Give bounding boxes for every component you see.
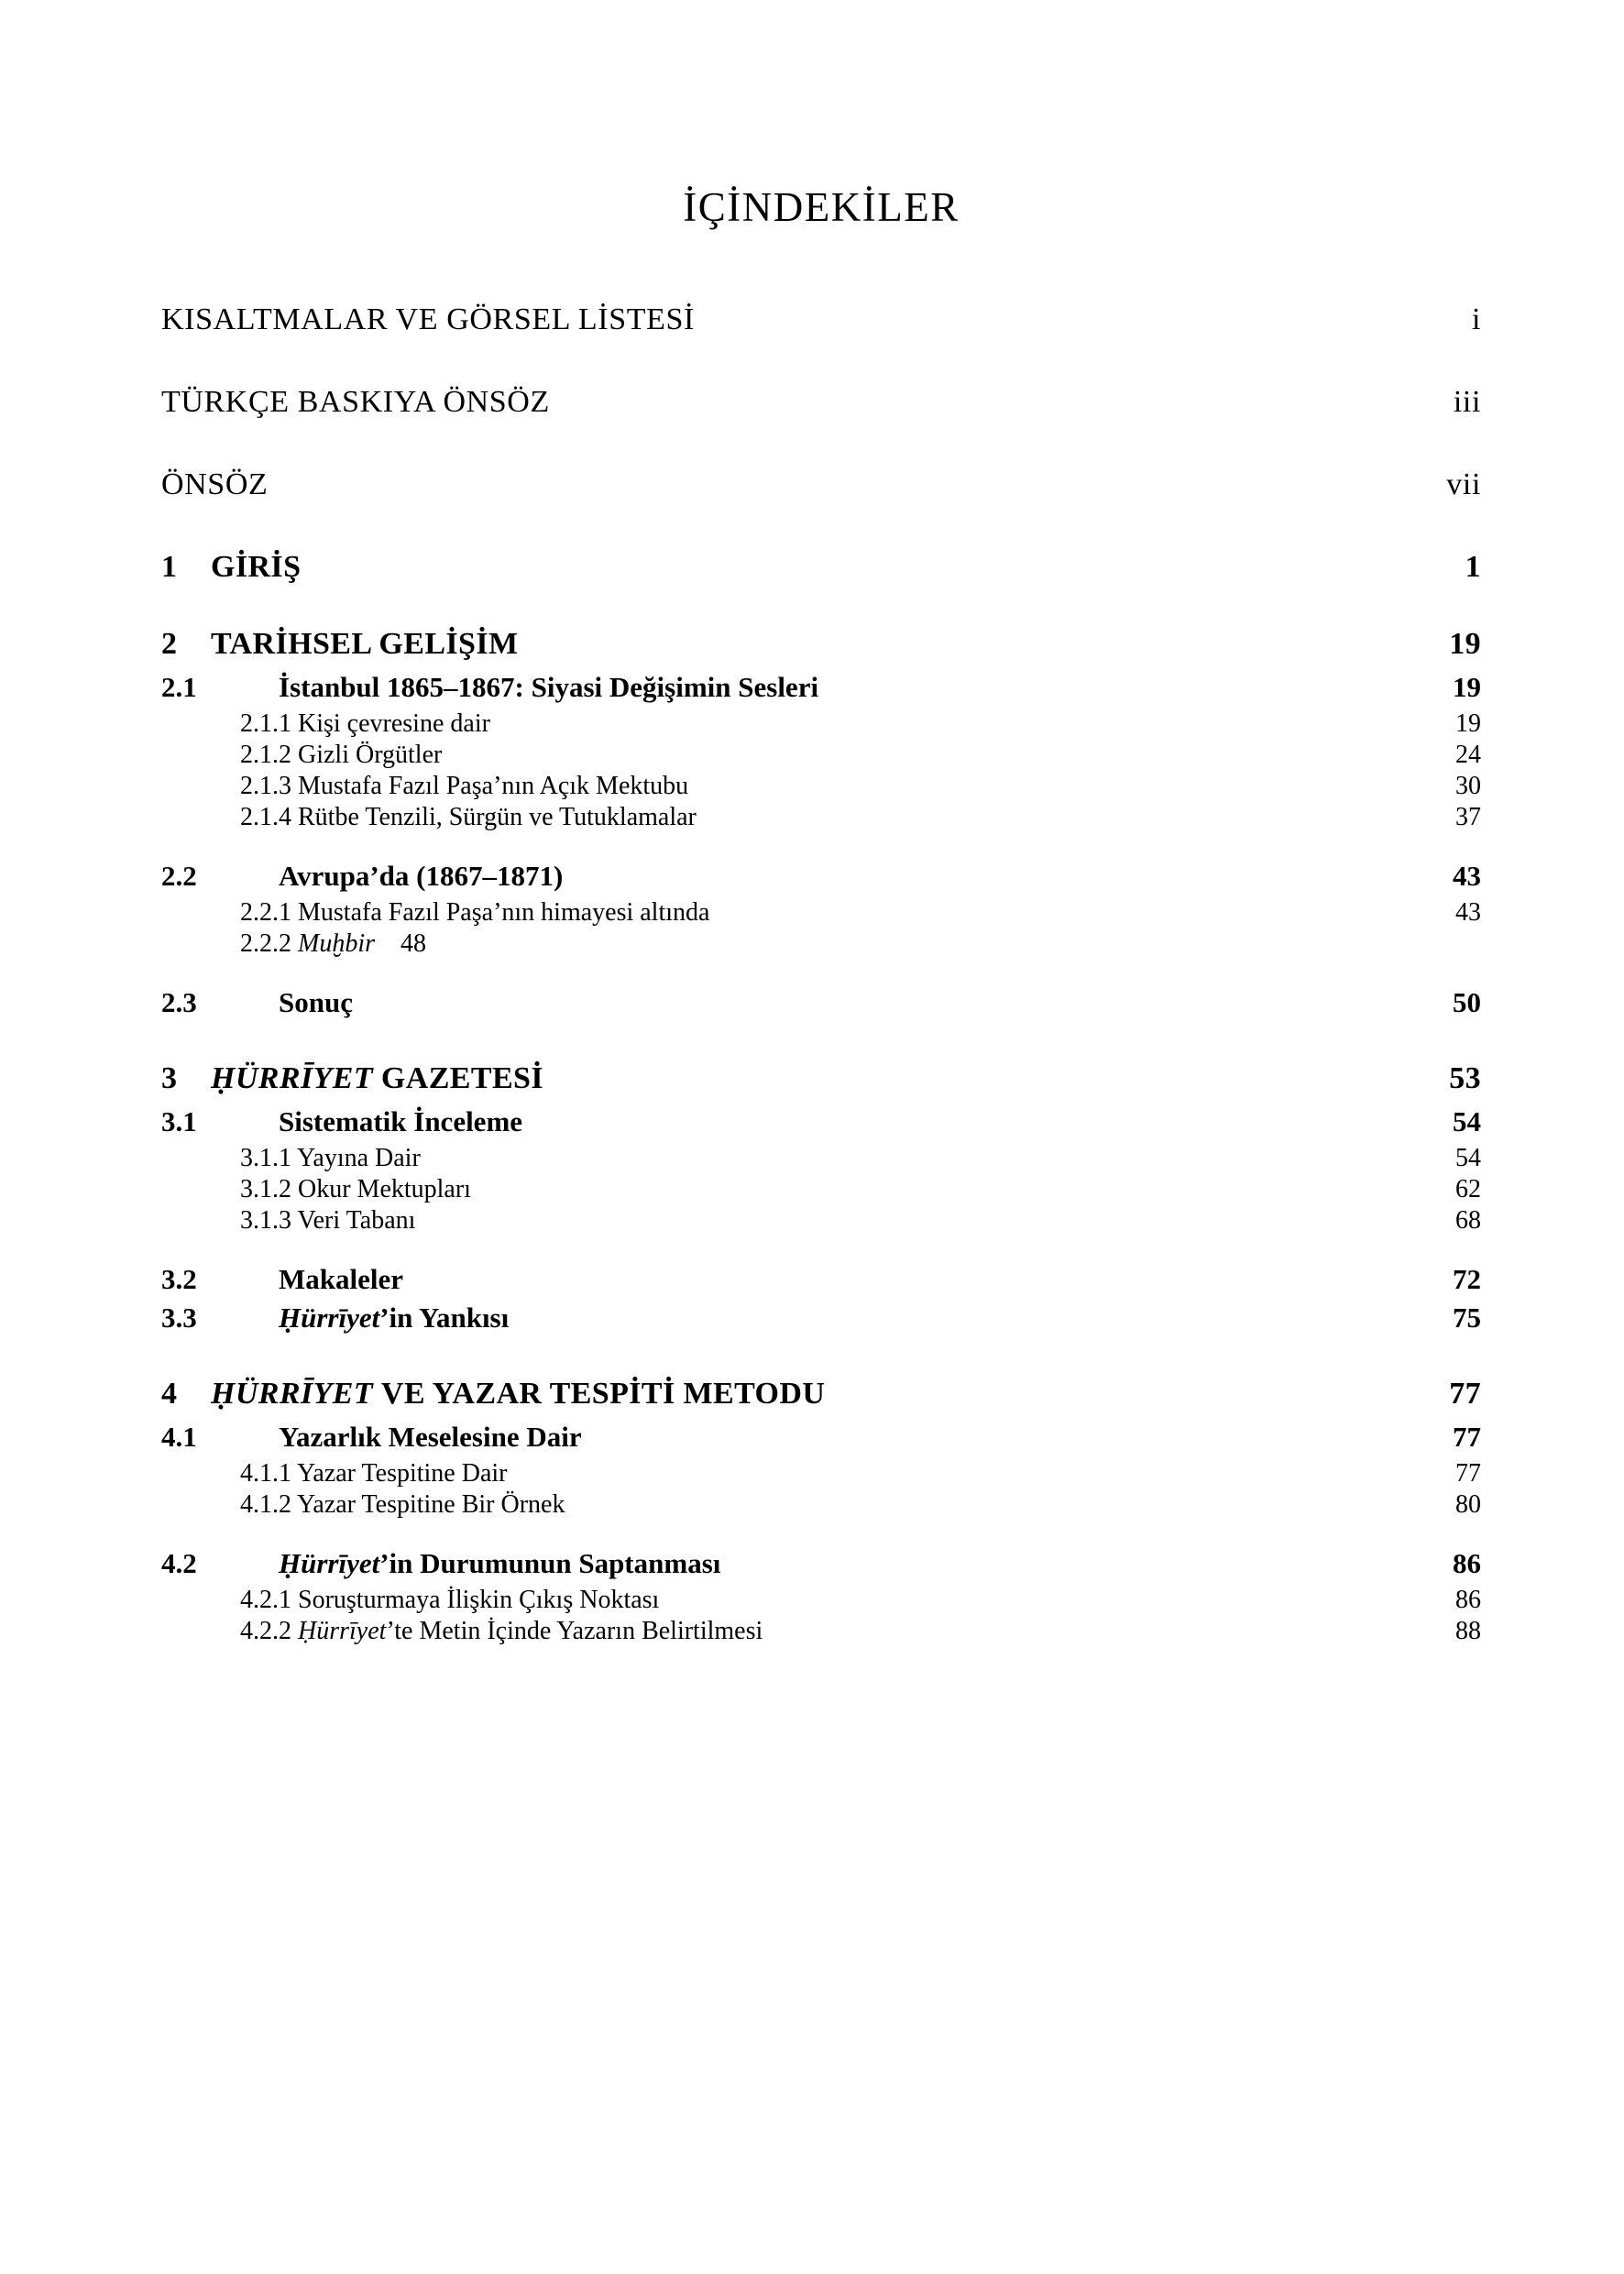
toc-subsection-page: 48	[401, 929, 426, 958]
toc-entry-label: ÖNSÖZ	[161, 467, 269, 501]
toc-section-page: 54	[1453, 1105, 1481, 1137]
toc-subsection-number: 2.1.3	[240, 772, 291, 800]
toc-section-number: 4.1	[161, 1421, 197, 1453]
toc-entry-label: KISALTMALAR VE GÖRSEL LİSTESİ	[161, 302, 695, 336]
toc-subsection-label	[240, 772, 688, 801]
toc-subsection-page: 19	[1455, 709, 1481, 738]
toc-chapter-number: 3	[161, 1061, 178, 1095]
toc-subsection-number: 2.1.1	[240, 709, 291, 738]
toc-section-number: 3.2	[161, 1263, 197, 1295]
toc-section-page: 50	[1453, 986, 1481, 1018]
toc-subsection-2-2-1[interactable]	[161, 898, 1481, 928]
toc-chapter-label	[161, 627, 519, 662]
toc-section-label	[161, 1421, 582, 1454]
toc-subsection-title-italic: Ḥürrīyet	[298, 1617, 387, 1645]
toc-section-page: 72	[1453, 1263, 1481, 1295]
toc-entry-front-preface[interactable]	[161, 467, 1481, 502]
toc-subsection-label	[240, 1490, 565, 1520]
toc-subsection-label	[240, 1617, 763, 1646]
toc-subsection-label	[240, 898, 709, 928]
toc-subsection-4-2-1[interactable]	[161, 1586, 1481, 1615]
toc-subsection-label	[240, 741, 442, 770]
toc-section-label	[161, 1547, 720, 1580]
toc-entry-page: iii	[1453, 385, 1481, 419]
toc-subsection-title: Soruşturmaya İlişkin Çıkış Noktası	[298, 1586, 660, 1614]
toc-subsection-page: 62	[1455, 1175, 1481, 1203]
toc-subsection-page: 43	[1455, 898, 1481, 927]
toc-subsection-title: Veri Tabanı	[297, 1206, 416, 1235]
toc-chapter-label	[161, 1377, 825, 1412]
toc-section-number: 2.2	[161, 860, 197, 892]
toc-entry-front-turkish-preface[interactable]	[161, 385, 1481, 420]
toc-entry-page: vii	[1446, 467, 1481, 501]
toc-chapter-title-italic: ḤÜRRĪYET	[211, 1061, 374, 1095]
toc-subsection-4-1-1[interactable]	[161, 1459, 1481, 1489]
toc-subsection-page: 30	[1455, 772, 1481, 800]
toc-chapter-page: 1	[1465, 550, 1481, 584]
toc-subsection-title: Mustafa Fazıl Paşa’nın himayesi altında	[298, 898, 710, 927]
toc-section-number: 4.2	[161, 1547, 197, 1579]
toc-subsection-title: Yayına Dair	[296, 1144, 421, 1172]
toc-subsection-number: 4.1.1	[240, 1459, 291, 1488]
toc-chapter-number: 1	[161, 550, 178, 584]
toc-subsection-label	[240, 1206, 415, 1236]
toc-chapter-number: 4	[161, 1377, 178, 1411]
toc-subsection-2-1-4[interactable]	[161, 803, 1481, 832]
toc-subsection-4-1-2[interactable]	[161, 1490, 1481, 1520]
toc-subsection-number: 2.2.1	[240, 898, 291, 927]
toc-subsection-title: Yazar Tespitine Dair	[296, 1459, 508, 1488]
toc-subsection-number: 2.2.2	[240, 929, 291, 958]
toc-subsection-2-1-3[interactable]	[161, 772, 1481, 801]
toc-section-title-italic: Ḥürrīyet	[279, 1547, 380, 1579]
toc-section-title: Avrupa’da (1867–1871)	[279, 860, 564, 892]
toc-subsection-number: 3.1.3	[240, 1206, 291, 1235]
toc-chapter-2[interactable]	[161, 627, 1481, 662]
toc-section-page: 77	[1453, 1421, 1481, 1453]
toc-subsection-number: 4.1.2	[240, 1490, 291, 1519]
toc-chapter-title: GAZETESİ	[380, 1061, 543, 1095]
toc-subsection-3-1-3[interactable]	[161, 1206, 1481, 1236]
toc-chapter-page: 77	[1449, 1377, 1481, 1411]
toc-subsection-label	[240, 1459, 507, 1489]
toc-subsection-title: Mustafa Fazıl Paşa’nın Açık Mektubu	[298, 772, 689, 800]
toc-subsection-number: 2.1.2	[240, 741, 291, 769]
page-title: İÇİNDEKİLER	[683, 184, 960, 230]
toc-section-number: 3.1	[161, 1105, 197, 1137]
toc-section-title: Yazarlık Meselesine Dair	[279, 1421, 582, 1453]
toc-section-label	[161, 1302, 509, 1335]
toc-subsection-2-1-2[interactable]	[161, 741, 1481, 770]
toc-chapter-4[interactable]	[161, 1377, 1481, 1412]
toc-subsection-label	[240, 1586, 659, 1615]
toc-subsection-title: ’te Metin İçinde Yazarın Belirtilmesi	[386, 1617, 763, 1645]
toc-section-title-italic: Ḥürrīyet	[279, 1302, 380, 1334]
toc-chapter-1[interactable]	[161, 550, 1481, 585]
toc-subsection-page: 86	[1455, 1586, 1481, 1614]
toc-chapter-label	[161, 550, 301, 585]
toc-section-number: 3.3	[161, 1302, 197, 1334]
toc-subsection-label	[240, 803, 697, 832]
toc-chapter-number: 2	[161, 627, 178, 661]
toc-section-label	[161, 1105, 522, 1138]
toc-section-4-2[interactable]	[161, 1547, 1481, 1580]
toc-chapter-title: GİRİŞ	[211, 550, 302, 584]
toc-section-page: 19	[1453, 671, 1481, 703]
toc-section-page: 86	[1453, 1547, 1481, 1579]
toc-subsection-number: 2.1.4	[240, 803, 291, 831]
toc-subsection-number: 4.2.1	[240, 1586, 291, 1614]
toc-subsection-number: 4.2.2	[240, 1617, 291, 1645]
toc-subsection-title: Gizli Örgütler	[298, 741, 443, 769]
toc-section-3-1[interactable]	[161, 1105, 1481, 1138]
toc-chapter-title: TARİHSEL GELİŞİM	[211, 627, 519, 661]
toc-section-page: 43	[1453, 860, 1481, 892]
toc-subsection-page: 24	[1455, 741, 1481, 769]
toc-chapter-title-italic: ḤÜRRĪYET	[211, 1377, 374, 1411]
toc-section-title: Makaleler	[279, 1263, 404, 1295]
toc-section-number: 2.1	[161, 671, 197, 703]
toc-section-3-3[interactable]	[161, 1302, 1481, 1335]
toc-section-title: Sistematik İnceleme	[279, 1105, 523, 1137]
toc-section-4-1[interactable]	[161, 1421, 1481, 1454]
toc-subsection-label	[240, 1175, 471, 1204]
toc-section-2-3[interactable]	[161, 986, 1481, 1019]
toc-subsection-2-2-2[interactable]	[161, 929, 1481, 959]
toc-chapter-page: 19	[1449, 627, 1481, 661]
toc-section-label	[161, 986, 353, 1019]
toc-subsection-3-1-1[interactable]	[161, 1144, 1481, 1173]
toc-subsection-title: Kişi çevresine dair	[298, 709, 490, 738]
toc-section-2-1[interactable]	[161, 671, 1481, 704]
toc-subsection-title: Yazar Tespitine Bir Örnek	[296, 1490, 565, 1519]
toc-section-label	[161, 671, 818, 704]
toc-subsection-title: Rütbe Tenzili, Sürgün ve Tutuklamalar	[298, 803, 697, 831]
toc-section-2-2[interactable]	[161, 860, 1481, 893]
toc-subsection-page: 88	[1455, 1617, 1481, 1645]
toc-subsection-page: 37	[1455, 803, 1481, 831]
toc-chapter-label	[161, 1061, 543, 1096]
toc-subsection-page: 80	[1455, 1490, 1481, 1519]
toc-subsection-label	[240, 1144, 421, 1173]
toc-subsection-3-1-2[interactable]	[161, 1175, 1481, 1204]
toc-chapter-page: 53	[1449, 1061, 1481, 1095]
toc-section-title: İstanbul 1865–1867: Siyasi Değişimin Sesleri	[279, 671, 819, 703]
toc-section-title: Sonuç	[279, 986, 353, 1018]
toc-content	[161, 183, 1481, 1648]
toc-subsection-page: 54	[1455, 1144, 1481, 1172]
toc-entry-page: i	[1471, 302, 1481, 336]
toc-section-title: ’in Durumunun Saptanması	[379, 1547, 721, 1579]
toc-subsection-page: 68	[1455, 1206, 1481, 1235]
toc-section-label	[161, 860, 563, 893]
toc-subsection-title: Okur Mektupları	[298, 1175, 471, 1203]
toc-section-title: ’in Yankısı	[379, 1302, 510, 1334]
toc-subsection-4-2-2[interactable]	[161, 1617, 1481, 1646]
toc-subsection-title: Muḫbir	[298, 929, 375, 958]
toc-subsection-number: 3.1.1	[240, 1144, 291, 1172]
toc-section-page: 75	[1453, 1302, 1481, 1334]
toc-section-3-2[interactable]	[161, 1263, 1481, 1296]
toc-subsection-label	[240, 709, 490, 739]
toc-chapter-3[interactable]	[161, 1061, 1481, 1096]
toc-entry-front-abbreviations[interactable]	[161, 302, 1481, 337]
toc-subsection-number: 3.1.2	[240, 1175, 291, 1203]
toc-section-label	[161, 1263, 403, 1296]
toc-entry-label: TÜRKÇE BASKIYA ÖNSÖZ	[161, 385, 550, 419]
toc-subsection-2-1-1[interactable]	[161, 709, 1481, 739]
toc-section-number: 2.3	[161, 986, 197, 1018]
toc-chapter-title: VE YAZAR TESPİTİ METODU	[380, 1377, 826, 1411]
toc-subsection-page: 77	[1455, 1459, 1481, 1488]
